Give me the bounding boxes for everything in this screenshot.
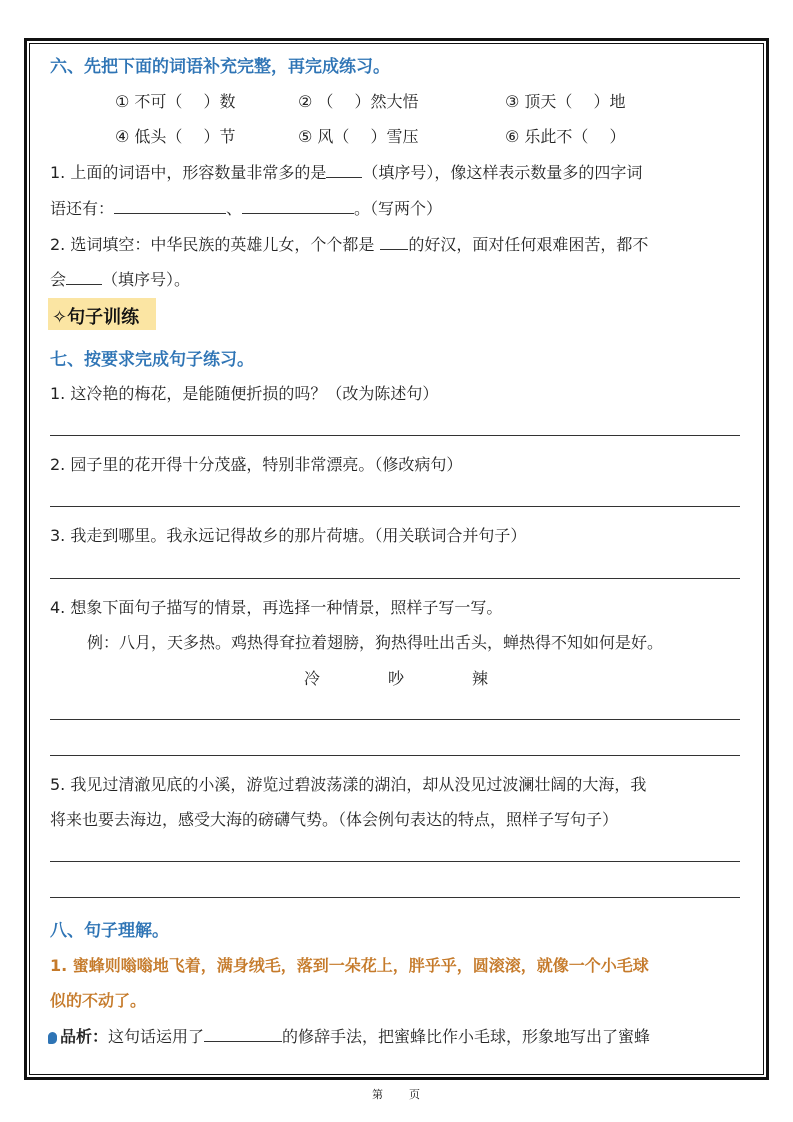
section-7-title: 七、按要求完成句子练习。 — [50, 350, 254, 370]
answer-blank[interactable] — [380, 235, 408, 250]
section-7-question-4-example: 例：八月，天多热。鸡热得耷拉着翅膀，狗热得吐出舌头，蝉热得不知如何是好。 — [87, 633, 664, 652]
section-7-question-2: 2. 园子里的花开得十分茂盛，特别非常漂亮。（修改病句） — [50, 455, 463, 474]
q2-text-c: 会 — [50, 270, 67, 289]
q1-text-d: 。（写两个） — [354, 199, 443, 218]
section-6-question-1-line-2 — [50, 196, 442, 219]
q2-text-d: （填序号）。 — [102, 270, 191, 289]
q1-text-a: 1. 上面的词语中，形容数量非常多的是 — [50, 163, 327, 182]
answer-line[interactable] — [50, 578, 740, 579]
answer-line[interactable] — [50, 719, 740, 720]
answer-line[interactable] — [50, 506, 740, 507]
word-item-3: ③ 顶天（ ）地 — [505, 92, 626, 111]
sentence-training-text: 句子训练 — [67, 307, 140, 328]
analysis-label: 品析： — [60, 1027, 109, 1046]
section-6-question-2-line-2 — [50, 267, 190, 290]
sparkle-icon: ✧ — [52, 307, 68, 328]
option-word-1: 冷 — [304, 669, 321, 688]
answer-blank[interactable] — [326, 163, 362, 178]
section-8-sentence-line-2: 似的不动了。 — [50, 991, 147, 1010]
answer-blank[interactable] — [66, 270, 102, 285]
leaf-bullet-icon — [48, 1032, 57, 1044]
section-7-question-5-line-1: 5. 我见过清澈见底的小溪，游览过碧波荡漾的湖泊，却从没见过波澜壮阔的大海，我 — [50, 775, 647, 794]
section-6-title: 六、先把下面的词语补充完整，再完成练习。 — [50, 57, 390, 77]
analysis-text-b: 的修辞手法，把蜜蜂比作小毛球，形象地写出了蜜蜂 — [282, 1027, 651, 1046]
q1-separator: 、 — [226, 199, 243, 218]
q2-text-b: 的好汉，面对任何艰难困苦，都不 — [408, 235, 649, 254]
answer-line[interactable] — [50, 435, 740, 436]
analysis-text-a: 这句话运用了 — [108, 1027, 205, 1046]
q2-text-a: 2. 选词填空：中华民族的英雄儿女，个个都是 — [50, 235, 375, 254]
section-7-question-5-line-2: 将来也要去海边，感受大海的磅礴气势。（体会例句表达的特点，照样子写句子） — [50, 810, 619, 829]
sentence-training-label — [52, 303, 139, 329]
answer-blank[interactable] — [204, 1027, 282, 1042]
word-item-1: ① 不可（ ）数 — [115, 92, 236, 111]
word-item-4: ④ 低头（ ）节 — [115, 127, 236, 146]
word-item-2: ② （ ）然大悟 — [298, 92, 419, 111]
option-word-2: 吵 — [388, 669, 405, 688]
section-6-question-1-line-1 — [50, 160, 642, 183]
option-word-3: 辣 — [472, 669, 489, 688]
answer-line[interactable] — [50, 861, 740, 862]
answer-line[interactable] — [50, 755, 740, 756]
section-7-question-4: 4. 想象下面句子描写的情景，再选择一种情景，照样子写一写。 — [50, 598, 503, 617]
section-8-sentence-line-1: 1. 蜜蜂则嗡嗡地飞着，满身绒毛，落到一朵花上，胖乎乎，圆滚滚，就像一个小毛球 — [50, 956, 649, 975]
word-item-6: ⑥ 乐此不（ ） — [505, 127, 626, 146]
section-8-title: 八、句子理解。 — [50, 921, 169, 941]
answer-blank[interactable] — [242, 199, 354, 214]
section-7-question-1: 1. 这冷艳的梅花，是能随便折损的吗？（改为陈述句） — [50, 384, 439, 403]
q1-text-b: （填序号），像这样表示数量多的四字词 — [362, 163, 643, 182]
word-item-5: ⑤ 风（ ）雪压 — [298, 127, 419, 146]
section-6-question-2-line-1 — [50, 232, 648, 255]
section-7-question-3: 3. 我走到哪里。我永远记得故乡的那片荷塘。（用关联词合并句子） — [50, 526, 527, 545]
answer-line[interactable] — [50, 897, 740, 898]
analysis-line — [48, 1024, 650, 1047]
answer-blank[interactable] — [114, 199, 226, 214]
footer-page-prefix: 第 — [372, 1088, 383, 1101]
q1-text-c: 语还有： — [50, 199, 115, 218]
footer-page-suffix: 页 — [409, 1088, 420, 1101]
